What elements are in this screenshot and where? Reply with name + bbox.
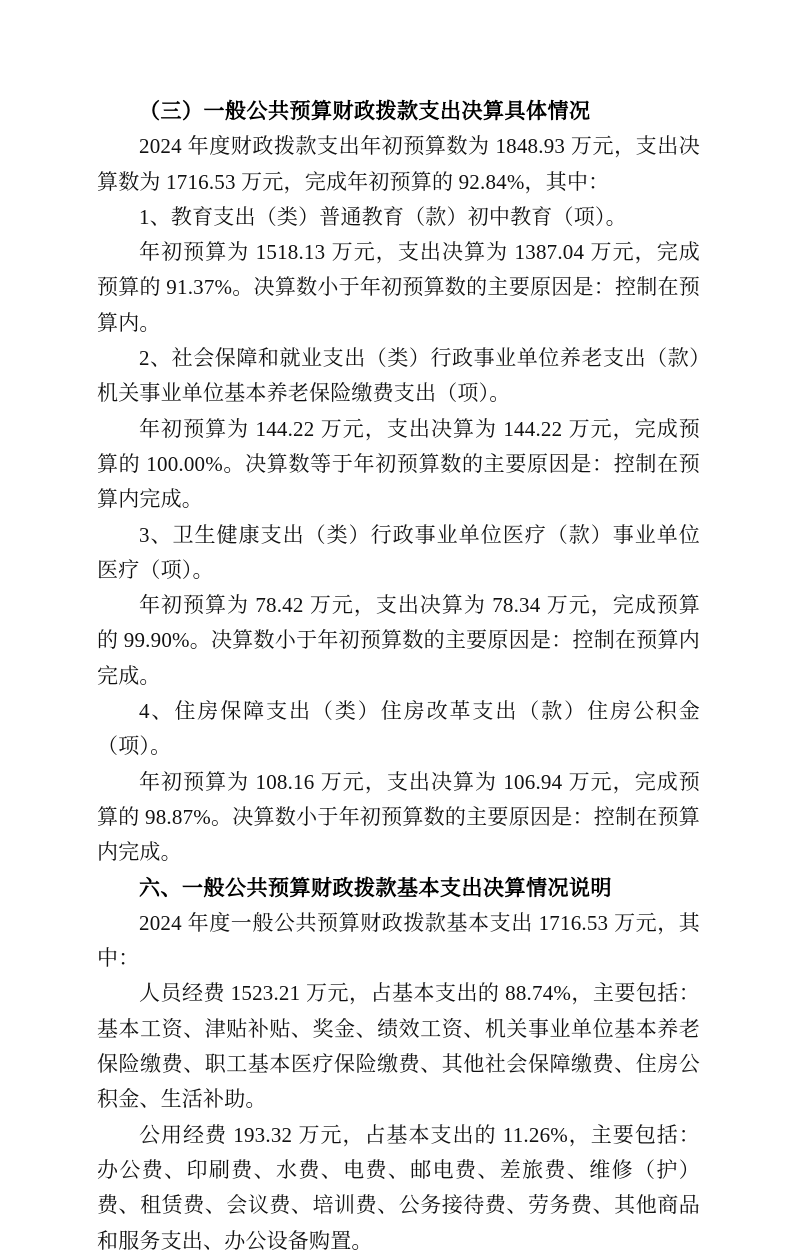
paragraph-public-expenses: 公用经费 193.32 万元，占基本支出的 11.26%，主要包括：办公费、印刷费、水费、电费、邮电费、差旅费、维修（护）费、租赁费、会议费、培训费、公务接待费、劳务费、其他商品和服务支出、办公设备购置。 — [97, 1122, 700, 1253]
paragraph-item-4-detail: 年初预算为 108.16 万元，支出决算为 106.94 万元，完成预算的 98.87%。决算数小于年初预算数的主要原因是：控制在预算内完成。 — [97, 769, 700, 865]
paragraph-item-3-title: 3、卫生健康支出（类）行政事业单位医疗（款）事业单位医疗（项）。 — [97, 522, 700, 582]
paragraph-personnel-expenses: 人员经费 1523.21 万元，占基本支出的 88.74%，主要包括：基本工资、津贴补贴、奖金、绩效工资、机关事业单位基本养老保险缴费、职工基本医疗保险缴费、其他社会保障缴费、住房公积金、生活补助。 — [97, 981, 700, 1112]
paragraph-item-1-title: 1、教育支出（类）普通教育（款）初中教育（项）。 — [139, 204, 627, 229]
paragraph-item-4-title: 4、住房保障支出（类）住房改革支出（款）住房公积金（项）。 — [97, 699, 700, 759]
section-heading-expenditure-details: （三）一般公共预算财政拨款支出决算具体情况 — [139, 100, 591, 123]
paragraph-overall-expenditure: 2024 年度财政拨款支出年初预算数为 1848.93 万元，支出决算数为 1716.53 万元，完成年初预算的 92.84%，其中： — [97, 134, 700, 194]
paragraph-item-2-title: 2、社会保障和就业支出（类）行政事业单位养老支出（款）机关事业单位基本养老保险缴费支出（项）。 — [97, 346, 700, 406]
paragraph-item-3-detail: 年初预算为 78.42 万元，支出决算为 78.34 万元，完成预算的 99.90%。决算数小于年初预算数的主要原因是：控制在预算内完成。 — [97, 593, 700, 688]
paragraph-item-1-detail: 年初预算为 1518.13 万元，支出决算为 1387.04 万元，完成预算的 91.37%。决算数小于年初预算数的主要原因是：控制在预算内。 — [97, 240, 700, 335]
document-body — [97, 94, 700, 1259]
section-heading-basic-expenditure: 六、一般公共预算财政拨款基本支出决算情况说明 — [139, 876, 612, 900]
paragraph-basic-expenditure-total: 2024 年度一般公共预算财政拨款基本支出 1716.53 万元，其中： — [97, 910, 700, 971]
paragraph-item-2-detail: 年初预算为 144.22 万元，支出决算为 144.22 万元，完成预算的 100.00%。决算数等于年初预算数的主要原因是：控制在预算内完成。 — [97, 416, 700, 512]
